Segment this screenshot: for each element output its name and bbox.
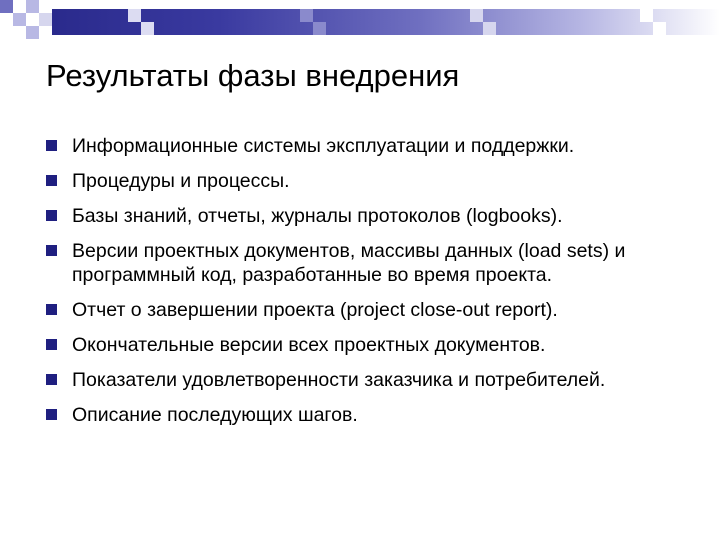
list-item-text: Окончательные версии всех проектных документов. [72, 334, 546, 356]
square-bullet-icon [46, 409, 57, 420]
list-item-text: Версии проектных документов, массивы данных (load sets) и программный код, разработанные во время проекта. [72, 240, 626, 286]
list-item [46, 134, 686, 158]
square-bullet-icon [46, 304, 57, 315]
bullet-list [46, 134, 686, 438]
list-item-text: Описание последующих шагов. [72, 404, 358, 426]
slide-title: Результаты фазы внедрения [46, 58, 460, 93]
list-item [46, 403, 686, 427]
square-bullet-icon [46, 175, 57, 186]
list-item [46, 298, 686, 322]
list-item-text: Информационные системы эксплуатации и поддержки. [72, 135, 575, 157]
corner-squares-decoration [0, 0, 60, 50]
list-item-text: Отчет о завершении проекта (project close-out report). [72, 299, 558, 321]
square-bullet-icon [46, 374, 57, 385]
square-bullet-icon [46, 245, 57, 256]
band-squares-decoration [0, 9, 720, 35]
list-item [46, 333, 686, 357]
square-bullet-icon [46, 140, 57, 151]
list-item [46, 204, 686, 228]
square-bullet-icon [46, 339, 57, 350]
square-bullet-icon [46, 210, 57, 221]
list-item [46, 169, 686, 193]
list-item-text: Базы знаний, отчеты, журналы протоколов (logbooks). [72, 205, 563, 227]
list-item-text: Показатели удовлетворенности заказчика и потребителей. [72, 369, 606, 391]
list-item-text: Процедуры и процессы. [72, 170, 290, 192]
list-item [46, 368, 686, 392]
list-item [46, 239, 686, 287]
